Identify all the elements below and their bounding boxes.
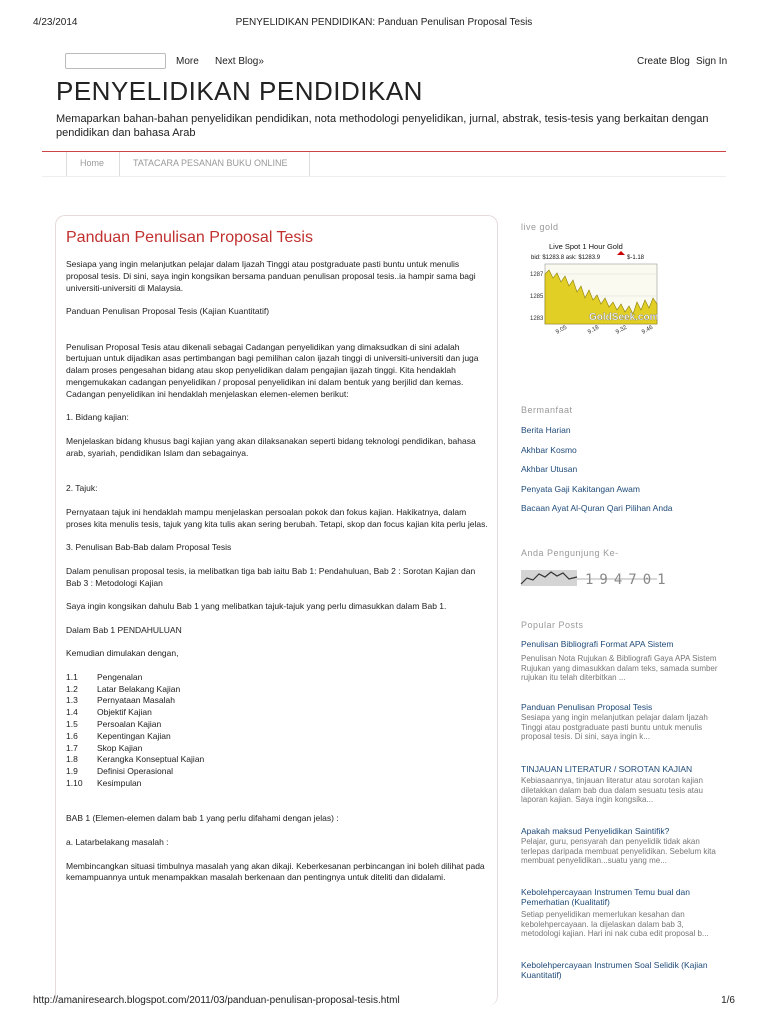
post-paragraph: Penulisan Proposal Tesis atau dikenali sebagai Cadangan penyelidikan yang dimaksudkan di sini adalah bertujuan untuk dijadikan asas pertimbangan bagi pemilihan calon ijazah tinggi di universiti-universiti dan juga dalam proses pengesahan bidang atau skop penyelidikan dalam pengajian ijazah tinggi. Kita hendaklah mengemukakan cadangan penyelidikan / proposal penyelidikan ini dalam bentuk yang berjilid dan kemas. Cadangan penyelidikan ini hendaklah menjelaskan elemen-elemen berikut: (66, 341, 479, 399)
tab-divider (66, 152, 67, 176)
print-date: 4/23/2014 (33, 17, 78, 28)
chapter-list (66, 672, 491, 790)
popular-post-title[interactable]: Kebolehpercayaan Instrumen Temu bual dan Pemerhatian (Kualitatif) (521, 887, 691, 907)
blog-description: Memaparkan bahan-bahan penyelidikan pendidikan, nota methodologi penyelidikan, jurnal, abstrak, tesis-tesis yang berkaitan dengan pendidikan dan bahasa Arab (56, 113, 709, 139)
popular-post-snippet: Kebiasaannya, tinjauan literatur atau sorotan kajian diletakkan dalam bab dua dalam sesuatu tesis atau laporan kajian. Saya ingin kongsika... (521, 776, 703, 804)
visitor-heading: Anda Pengunjung Ke- (521, 548, 619, 558)
more-link[interactable]: More (176, 56, 199, 67)
post-paragraph: Dalam Bab 1 PENDAHULUAN (66, 624, 182, 635)
post-paragraph: Saya ingin kongsikan dahulu Bab 1 yang melibatkan tajuk-tajuk yang perlu dimasukkan dalam Bab 1. (66, 601, 447, 612)
link-penyata-gaji[interactable]: Penyata Gaji Kakitangan Awam (521, 484, 640, 494)
blogger-navbar (0, 52, 768, 72)
list-item: 1.1 Pengenalan (66, 671, 143, 682)
print-url: http://amaniresearch.blogspot.com/2011/03/panduan-penulisan-proposal-tesis.html (33, 995, 400, 1006)
x-tick-label: 9.32 (615, 324, 629, 336)
y-tick-label: 1287 (530, 272, 544, 278)
list-item: 1.7 Skop Kajian (66, 742, 143, 753)
link-akhbar-utusan[interactable]: Akhbar Utusan (521, 464, 578, 474)
list-item: 1.10 Kesimpulan (66, 778, 142, 789)
popular-post-title[interactable]: Panduan Penulisan Proposal Tesis (521, 702, 653, 712)
page-tabs (42, 151, 726, 177)
gold-chart-quote: bid: $1283.8 ask: $1283.9 (531, 255, 601, 261)
tab-divider (119, 152, 120, 176)
post-subheading: a. Latarbelakang masalah : (66, 837, 169, 848)
x-tick-label: 9.05 (555, 324, 569, 336)
visitor-counter (521, 568, 672, 588)
post-paragraph: Dalam penulisan proposal tesis, ia melibatkan tiga bab iaitu Bab 1: Pendahuluan, Bab 2 : Sorotan Kajian dan Bab 3 : Metodologi Kajian (66, 565, 476, 588)
post-paragraph: Sesiapa yang ingin melanjutkan pelajar dalam Ijazah Tinggi atau postgraduate pasti buntu untuk menulis proposal tesis. Di sini, saya ingin kongsikan bersama panduan penulisan proposal tesis..ia hampir sama bagi universiti-universiti di Malaysia. (66, 259, 476, 293)
list-item: 1.3 Pernyataan Masalah (66, 695, 175, 706)
blog-title[interactable]: PENYELIDIKAN PENDIDIKAN (56, 76, 423, 106)
navbar-search-input[interactable] (65, 53, 166, 69)
popular-posts-heading: Popular Posts (521, 620, 584, 630)
post-paragraph: Pernyataan tajuk ini hendaklah mampu menjelaskan persoalan pokok dan fokus kajian. Hakikatnya, dalam proses kita menulis tesis, tajuk yang kita tulis akan sering berubah. Tetapi, skop dan focus kajian kita perlu jelas. (66, 506, 488, 529)
y-tick-label: 1283 (530, 316, 544, 322)
list-item: 1.6 Kepentingan Kajian (66, 730, 171, 741)
post-subheading: 2. Tajuk: (66, 483, 98, 494)
gold-chart-change: $-1.18 (627, 255, 645, 261)
popular-post-title[interactable]: Kebolehpercayaan Instrumen Soal Selidik (Kajian Kuantitatif) (521, 960, 708, 980)
post-subheading: 1. Bidang kajian: (66, 412, 129, 423)
bermanfaat-heading: Bermanfaat (521, 405, 573, 415)
link-berita-harian[interactable]: Berita Harian (521, 425, 571, 435)
post-body (66, 259, 491, 884)
sign-in-link[interactable]: Sign In (696, 56, 728, 67)
popular-post-snippet: Sesiapa yang ingin melanjutkan pelajar dalam Ijazah Tinggi atau postgraduate pasti buntu untuk menulis proposal tesis. Di sini, saya ingin k... (521, 713, 708, 741)
next-blog-link[interactable]: Next Blog» (215, 56, 264, 67)
print-title: PENYELIDIKAN PENDIDIKAN: Panduan Penulisan Proposal Tesis (235, 17, 533, 28)
list-item: 1.9 Definisi Operasional (66, 766, 174, 777)
popular-post-snippet: Pelajar, guru, pensyarah dan penyelidik tidak akan terlepas daripada membuat penyelidikan. Sebelum kita membuat penyelidikan...suatu yang me... (521, 837, 716, 865)
link-bacaan-ayat[interactable]: Bacaan Ayat Al-Quran Qari Pilihan Anda (521, 503, 673, 513)
tab-tatacara-pesanan[interactable]: TATACARA PESANAN BUKU ONLINE (133, 158, 288, 168)
post-title[interactable]: Panduan Penulisan Proposal Tesis (66, 229, 313, 246)
gold-chart-title: Live Spot 1 Hour Gold (549, 242, 623, 251)
live-gold-heading: live gold (521, 222, 559, 232)
visitor-count: 194701 (585, 572, 672, 588)
goldseek-watermark: GoldSeek.com (589, 312, 659, 323)
post-subheading: 3. Penulisan Bab-Bab dalam Proposal Tesis (66, 542, 232, 553)
gold-price-chart[interactable] (529, 240, 659, 338)
y-tick-label: 1285 (530, 294, 544, 300)
popular-post-title[interactable]: Penulisan Bibliografi Format APA Sistem (521, 639, 674, 649)
popular-post-snippet: Setiap penyelidikan memerlukan kesahan dan kebolehpercayaan. Ia dijelaskan dalam bab 3, metodologi kajian. Hari ini nak cuba edit proposal b... (521, 910, 709, 938)
post-paragraph: BAB 1 (Elemen-elemen dalam bab 1 yang perlu difahami dengan jelas) : (66, 813, 339, 824)
popular-post-title[interactable]: TINJAUAN LITERATUR / SOROTAN KAJIAN (521, 764, 693, 774)
popular-post-snippet: Penulisan Nota Rujukan & Bibliografi Gaya APA Sistem Rujukan yang dimasukkan dalam teks, samada sumber rujukan itu telah diterbitkan ... (521, 654, 718, 682)
list-item: 1.4 Objektif Kajian (66, 707, 152, 718)
post-paragraph: Panduan Penulisan Proposal Tesis (Kajian Kuantitatif) (66, 306, 270, 317)
x-tick-label: 9.18 (587, 324, 601, 336)
x-tick-label: 9.46 (641, 324, 655, 336)
post-paragraph: Membincangkan situasi timbulnya masalah yang akan dikaji. Keberkesanan perbincangan ini boleh dilihat pada kemampuannya untuk menampakkan masalah berkenaan dan pentingnya untuk diteliti dan didalami. (66, 860, 485, 883)
list-item: 1.2 Latar Belakang Kajian (66, 683, 181, 694)
post-paragraph: Kemudian dimulakan dengan, (66, 648, 179, 659)
link-akhbar-kosmo[interactable]: Akhbar Kosmo (521, 445, 577, 455)
print-page-number: 1/6 (721, 995, 735, 1006)
list-item: 1.8 Kerangka Konseptual Kajian (66, 754, 205, 765)
create-blog-link[interactable]: Create Blog (637, 56, 690, 67)
list-item: 1.5 Persoalan Kajian (66, 719, 162, 730)
post-paragraph: Menjelaskan bidang khusus bagi kajian yang akan dilaksanakan seperti bidang teknologi pendidikan, bahasa arab, syariah, pendidikan Islam dan sebagainya. (66, 435, 476, 458)
tab-home[interactable]: Home (80, 158, 105, 168)
popular-post-title[interactable]: Apakah maksud Penyelidikan Saintifik? (521, 826, 670, 836)
tab-divider (309, 152, 310, 176)
